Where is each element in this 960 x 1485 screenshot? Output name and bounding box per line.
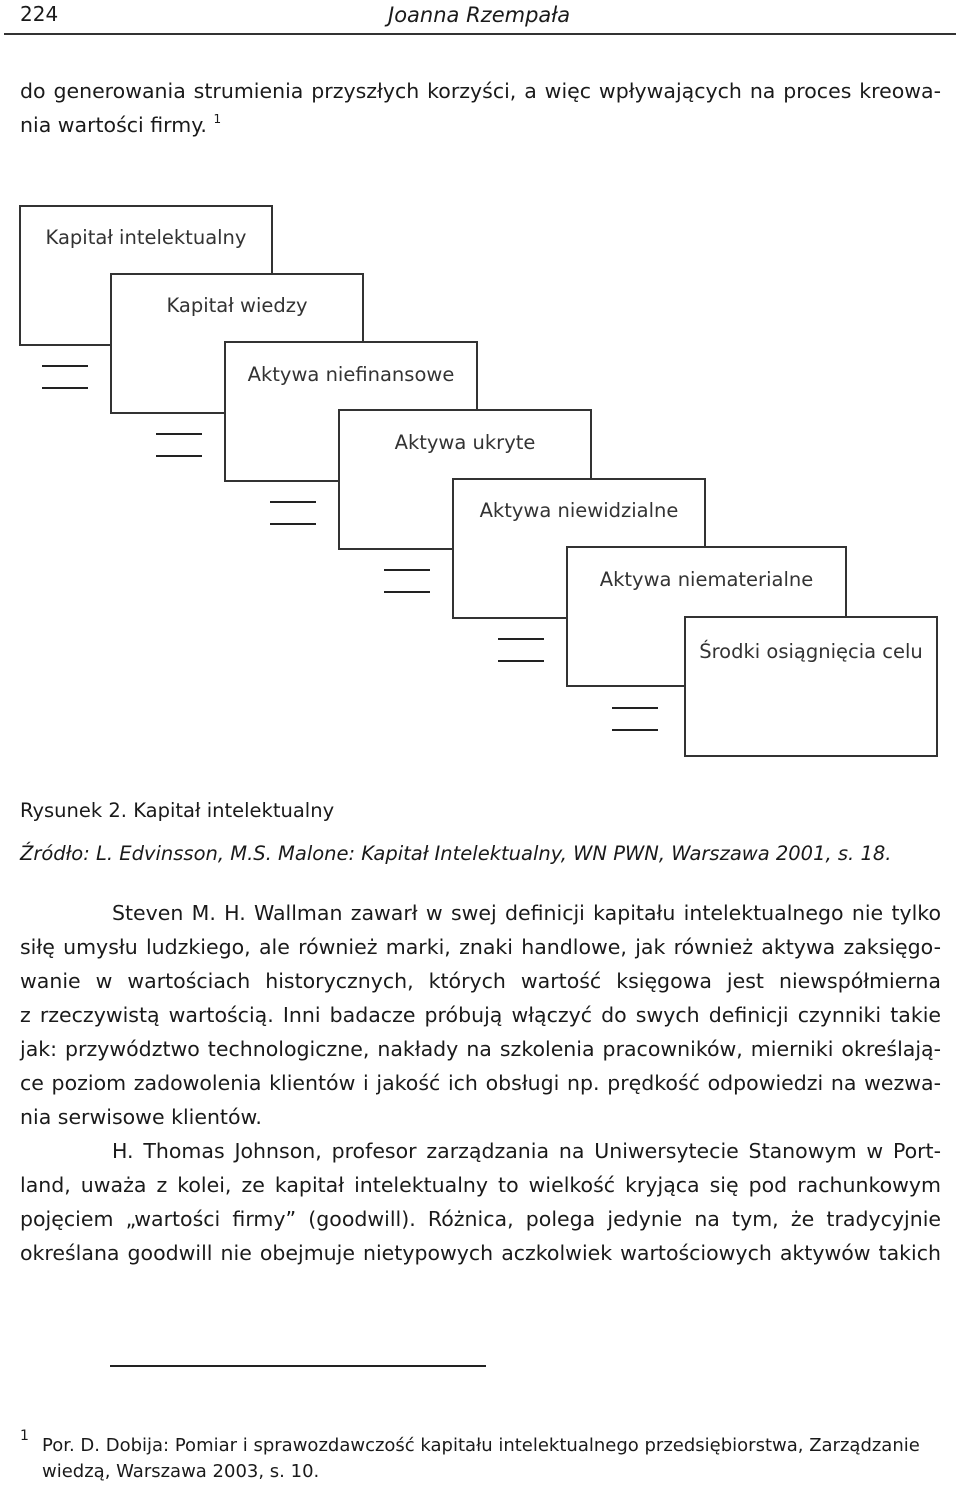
connector-mark <box>384 591 430 593</box>
connector-mark <box>270 501 316 503</box>
text-line: H. Thomas Johnson, profesor zarządzania na Uniwersytecie Stanowym w Port- <box>112 1139 941 1163</box>
connector-mark <box>384 569 430 571</box>
intro-line-2-text: nia wartości firmy. <box>20 113 207 137</box>
connector-mark <box>156 433 202 435</box>
text-line: siłę umysłu ludzkiego, ale również marki, znaki handlowe, jak również aktywa zaksięgo- <box>20 935 941 959</box>
connector-mark <box>270 523 316 525</box>
body-paragraph-2 <box>20 1134 941 1270</box>
text-line: ce poziom zadowolenia klientów i jakość ich obsługi np. prędkość odpowiedzi na wezwa- <box>20 1071 941 1095</box>
text-line: wanie w wartościach historycznych, których wartość księgowa jest niewspółmierna <box>20 969 941 993</box>
text-line: nia serwisowe klientów. <box>20 1105 262 1129</box>
page-number: 224 <box>20 2 59 26</box>
text-line: z rzeczywistą wartością. Inni badacze próbują włączyć do swych definicji czynniki takie <box>20 1003 941 1027</box>
figure-caption: Rysunek 2. Kapitał intelektualny <box>20 799 335 822</box>
text-line: land, uważa z kolei, ze kapitał intelektualny to wielkość kryjąca się pod rachunkowym <box>20 1173 941 1197</box>
connector-mark <box>42 365 88 367</box>
connector-mark <box>612 729 658 731</box>
footnote-text: Por. D. Dobija: Pomiar i sprawozdawczość kapitału intelektualnego przedsiębiorstwa, Zarządzanie wiedzą, Warszawa 2003, s. 10. <box>42 1435 920 1482</box>
footnote-reference: 1 <box>213 112 222 126</box>
box-label: Aktywa niematerialne <box>599 568 814 591</box>
box-label: Aktywa ukryte <box>394 431 536 454</box>
connector-mark <box>498 660 544 662</box>
figure-source: Źródło: L. Edvinsson, M.S. Malone: Kapitał Intelektualny, WN PWN, Warszawa 2001, s. 18. <box>20 842 892 865</box>
connector-mark <box>156 455 202 457</box>
connector-mark <box>498 638 544 640</box>
text-line: określana goodwill nie obejmuje nietypowych aczkolwiek wartościowych aktywów takich <box>20 1241 941 1265</box>
text-line: Steven M. H. Wallman zawarł w swej definicji kapitału intelektualnego nie tylko <box>112 901 941 925</box>
box-label: Kapitał wiedzy <box>166 294 308 317</box>
box-label: Aktywa niefinansowe <box>247 363 455 386</box>
body-paragraph-1 <box>20 896 941 1134</box>
box-label: Aktywa niewidzialne <box>479 499 679 522</box>
box-label: Kapitał intelektualny <box>45 226 247 249</box>
box-label: Środki osiągnięcia celu <box>699 640 923 663</box>
footnote-rule <box>110 1365 486 1367</box>
connector-mark <box>612 707 658 709</box>
running-header-author: Joanna Rzempała <box>388 3 571 27</box>
intro-line-1: do generowania strumienia przyszłych korzyści, a więc wpływających na proces kreowa- <box>20 79 941 103</box>
text-line: jak: przywództwo technologiczne, nakłady na szkolenia pracowników, mierniki określają- <box>20 1037 941 1061</box>
box-srodki-osiagniecia-celu <box>684 616 938 757</box>
connector-mark <box>42 387 88 389</box>
footnote-number: 1 <box>20 1428 29 1444</box>
text-line: pojęciem „wartości firmy” (goodwill). Różnica, polega jedynie na tym, że tradycyjnie <box>20 1207 941 1231</box>
